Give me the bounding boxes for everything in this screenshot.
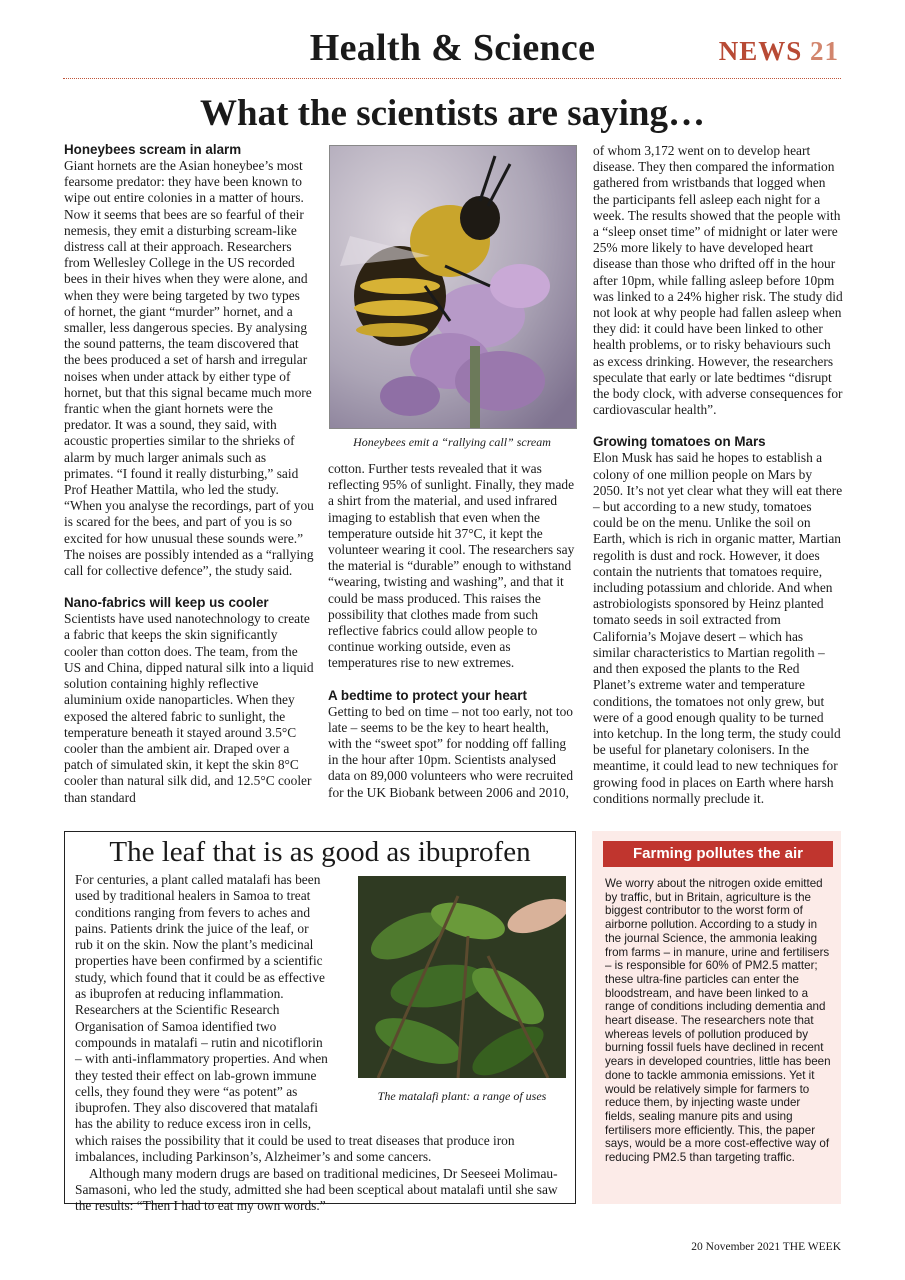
bee-photo — [329, 145, 577, 429]
leaf-line: conditions ranging from fevers to aches and — [75, 904, 311, 920]
leaf-caption: The matalafi plant: a range of uses — [377, 1089, 547, 1103]
section-title: Health & Science — [309, 27, 596, 69]
farming-sidebar-title: Farming pollutes the air — [603, 841, 833, 867]
leaf-para-bottom — [75, 1133, 565, 1214]
column-1 — [64, 142, 314, 806]
column-2 — [328, 461, 576, 801]
leaf-line: For centuries, a plant called matalafi has been — [75, 872, 321, 887]
leaf-line: Researchers at the Scientific Research — [75, 1002, 280, 1018]
bee-caption: Honeybees emit a “rallying call” scream — [353, 435, 551, 449]
column-3 — [593, 143, 843, 807]
footer-publication: THE WEEK — [782, 1241, 841, 1253]
leaf-line: as ibuprofen at reducing inflammation. — [75, 986, 284, 1002]
leaf-line: Organisation of Samoa identified two — [75, 1018, 277, 1034]
leaf-line: – with anti-inflammatory properties. And when — [75, 1051, 328, 1067]
leaf-para1-lines — [75, 872, 360, 1133]
leaf-illustration — [358, 876, 566, 1078]
page-number: 21 — [810, 36, 839, 66]
farming-sidebar-body — [605, 877, 833, 1165]
leaf-line: study, which found that it could be as effective — [75, 969, 325, 985]
leaf-line: they tested their effect on lab-grown immune — [75, 1067, 317, 1083]
leaf-para1-tail: which raises the possibility that it could be used to treat diseases that produce iron imbalances, including Parkinson’s, Alzheimer’s and some cancers. — [75, 1133, 515, 1165]
article-body-bedtime-part1: Getting to bed on time – not too early, not too late – seems to be the key to heart health, with the “sweet spot” for nodding off falling in the hour after 10pm. Scientists analysed data on 89,000 volunteers who were recruited for the UK Biobank between 2006 and 2010, — [328, 703, 574, 800]
article-title-nanofabrics: Nano-fabrics will keep us cooler — [64, 595, 269, 611]
leaf-line: cells, they found they were “as potent” as — [75, 1083, 298, 1099]
news-word: NEWS — [718, 36, 803, 66]
article-title-tomatoes: Growing tomatoes on Mars — [593, 434, 766, 450]
article-body-bedtime-part2: of whom 3,172 went on to develop heart disease. They then compared the information gathered from wristbands that logged when the participants fell asleep each night for a week. The results showed that the people with a “sleep onset time” of midnight or later were 25% more likely to have developed heart disease than those who drifted off in the hour after 10pm, while falling asleep before 10pm was linked to a 24% higher risk. The study did not look at why people had fallen asleep when they did: it could have been linked to other health problems, or to risky behaviours such as excess drinking. However, the researchers speculate that early or late bedtimes “disrupt the body clock, with adverse consequences for cardiovascular health”. — [593, 143, 843, 418]
article-body-honeybees: Giant hornets are the Asian honeybee’s most fearsome predator: they have been known to wipe out entire colonies in a matter of hours. Now it seems that bees are so fearful of their nemesis, they emit a disturbing scream-like distress call at their approach. Researchers from Wellesley College in the US recorded bees in their hives when they were alone, and when they were being targeted by two types of hornet, the giant “murder” hornet, and a smaller, less dangerous species. By analysing the sound patterns, the team discovered that the bees produced a set of harsh and irregular noises when under attack by either type of hornet, but that this signal became much more frantic when the giant hornets were the predator. It was a sound, they said, with acoustic properties similar to the shrieks of alarm by much larger animals such as primates. “I found it really disturbing,” said Prof Heather Mattila, who led the study. “When you analyse the recordings, part of you is scared for the bees, and part of you is so excited for how unusual these sounds were.” The noises are possibly intended as a “rallying call for collective defence”, the study said. — [64, 158, 314, 579]
leaf-line: pains. Patients drink the juice of the leaf, or — [75, 920, 309, 936]
leaf-photo — [358, 876, 566, 1078]
header-divider — [63, 78, 841, 79]
leaf-line: rub it on the skin. Now the plant’s medicinal — [75, 937, 314, 953]
article-title-bedtime: A bedtime to protect your heart — [328, 687, 527, 703]
leaf-line: has the ability to reduce excess iron in cells, — [75, 1116, 312, 1132]
article-title-honeybees: Honeybees scream in alarm — [64, 142, 242, 157]
leaf-feature-title: The leaf that is as good as ibuprofen — [109, 836, 531, 868]
leaf-line: compounds in matalafi – rutin and nicotiflorin — [75, 1034, 323, 1050]
page-headline: What the scientists are saying… — [200, 93, 705, 134]
page-footer — [691, 1241, 841, 1253]
article-body-nanofabrics-part1: Scientists have used nanotechnology to create a fabric that keeps the skin significantly cooler than cotton does. The team, from the US and China, dipped natural silk into a liquid solution containing highly reflective aluminium oxide nanoparticles. When they exposed the altered fabric to sunlight, the temperature beneath it stayed around 3.5°C cooler than the ambient air. Draped over a patch of simulated skin, it kept the skin 8°C cooler than natural silk did, and 12.5°C cooler than standard — [64, 611, 314, 805]
news-page-label — [719, 36, 839, 67]
bee-illustration — [330, 146, 576, 428]
leaf-line: properties have been confirmed by a scientific — [75, 953, 323, 969]
farming-body: We worry about the nitrogen oxide emitted by traffic, but in Britain, agriculture is the biggest contributor to the worst form of airborne pollution. According to a study in the journal Science, the ammonia leaking from farms – in manure, urine and fertilisers – is responsible for 60% of PM2.5 matter; these ultra-fine particles can enter the bloodstream, and have been linked to a range of conditions including dementia and heart disease. The researchers note that whereas levels of pollution produced by burning fossil fuels have declined in recent years in developed countries, little has been done to tackle ammonia emissions. Yet it would be relatively simple for farmers to reduce them, by injecting waste under fields, sealing manure pits and using fertilisers more efficiently. This, the paper says, would be a more cost-effective way of reducing PM2.5 than targeting traffic. — [605, 877, 831, 1165]
leaf-line: used by traditional healers in Samoa to treat — [75, 888, 311, 904]
article-body-nanofabrics-part2: cotton. Further tests revealed that it was reflecting 95% of sunlight. Finally, they made a shirt from the material, and used infrared imaging to establish that even when the temperature outside hit 37°C, it kept the volunteer wearing it cool. The researchers say the material is “durable” enough to withstand “wearing, twisting and washing”, and that it could be mass produced. This raises the possibility that clothes made from such reflective fabrics could allow people to continue working outside, even as temperatures rise to new extremes. — [328, 461, 575, 671]
leaf-para2: Although many modern drugs are based on traditional medicines, Dr Seeseei Molimau-Samasoni, who led the study, admitted she had been sceptical about matalafi until she saw the results: “Then I had to eat my own words.” — [75, 1165, 558, 1214]
leaf-line: ibuprofen. They also discovered that matalafi — [75, 1100, 318, 1116]
footer-date: 20 November 2021 — [691, 1241, 781, 1253]
article-body-tomatoes: Elon Musk has said he hopes to establish a colony of one million people on Mars by 2050. It’s not yet clear what they will eat there – but according to a new study, tomatoes could be on the menu. Unlike the soil on Earth, which is rich in organic matter, Martian regolith is dust and rock. However, it does contain the nutrients that tomatoes require, including potassium and chloride. And when astrobiologists sponsored by Heinz planted tomato seeds in soil extracted from California’s Mojave desert – which has similar characteristics to Martian regolith – and then exposed the plants to the Red Planet’s extreme water and temperature conditions, the tomatoes not only grew, but were of a good enough quality to be turned into ketchup. In the long term, the study could be useful for planetary colonisers. In the meantime, it could lead to new techniques for growing food in places on Earth where harsh conditions normally preclude it. — [593, 450, 843, 806]
